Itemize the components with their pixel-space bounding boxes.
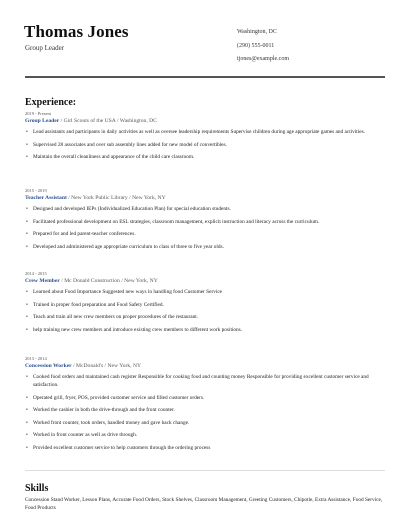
job-heading bbox=[25, 362, 385, 370]
job-bullets bbox=[25, 288, 385, 334]
job-date: 2015 - 2019 bbox=[25, 188, 47, 193]
candidate-name: Thomas Jones bbox=[24, 22, 129, 41]
job-bullets bbox=[25, 373, 385, 452]
contact-phone: (290) 555-0011 bbox=[237, 43, 275, 49]
bullet-item: • Facilitated professional development on ESL strategies, classroom management, explicit instruction and literacy across the curriculum. bbox=[25, 218, 385, 226]
job-entry bbox=[25, 188, 385, 255]
job-bullets bbox=[25, 128, 385, 161]
job-date: 2013 - 2014 bbox=[25, 356, 47, 361]
bullet-item: • Developed and administered age appropriate curriculum to class of three to five year olds. bbox=[25, 243, 385, 251]
job-meta: / Mc Donald Construction / New York, NY bbox=[59, 278, 158, 284]
job-title: Crew Member bbox=[25, 278, 60, 284]
bullet-item: • Trained in proper food preparation and Food Safety Certified. bbox=[25, 301, 385, 309]
job-date: 2014 - 2015 bbox=[25, 271, 47, 276]
bullet-item: • Supervised 28 associates and over sub assembly lines added for new model of convertibles. bbox=[25, 141, 385, 149]
header-divider bbox=[25, 76, 385, 78]
bullet-item: • Operated grill, fryer, POS, provided customer service and filled customer orders. bbox=[25, 394, 385, 402]
section-divider bbox=[25, 470, 385, 471]
job-entry bbox=[25, 111, 385, 166]
job-heading bbox=[25, 117, 385, 125]
contact-location: Washington, DC bbox=[237, 29, 277, 35]
bullet-item: • Worked the cashier in both the drive-through and the front counter. bbox=[25, 406, 385, 414]
job-meta: / Girl Scouts of the USA / Washington, DC bbox=[59, 118, 157, 124]
job-heading bbox=[25, 277, 385, 285]
job-heading bbox=[25, 194, 385, 202]
job-entry bbox=[25, 271, 385, 338]
job-meta: / New York Public Library / New York, NY bbox=[66, 195, 166, 201]
candidate-role: Group Leader bbox=[25, 44, 65, 52]
job-title: Teacher Assistant bbox=[25, 195, 67, 201]
bullet-item: • Maintain the overall cleanliness and appearance of the child care classroom. bbox=[25, 153, 385, 161]
job-title: Group Leader bbox=[25, 118, 60, 124]
job-date: 2019 - Present bbox=[25, 111, 51, 116]
bullet-item: • Worked in front counter as well as drive through. bbox=[25, 431, 385, 439]
bullet-item: • Worked front counter, took orders, handled money and gave back change. bbox=[25, 419, 385, 427]
skills-heading: Skills bbox=[25, 483, 49, 494]
contact-email[interactable]: tjones@example.com bbox=[237, 56, 290, 62]
bullet-item: • Learned about Food Importance Suggested new ways in handling food Customer Service bbox=[25, 288, 385, 296]
bullet-item: • Cooked food orders and maintained cash register Responsible for cooking food and counting money Responsible for providing excellent customer service and satisfaction. bbox=[25, 373, 385, 389]
job-meta: / McDonald's / New York, NY bbox=[71, 363, 142, 369]
job-title: Concession Worker bbox=[25, 363, 72, 369]
job-bullets bbox=[25, 205, 385, 251]
skills-list: Concession Stand Worker, Lesson Plans, Accurate Food Orders, Stock Shelves, Classroom Management, Greeting Customers, Chipotle, Extra Assistance, Food Service, Food Products bbox=[25, 497, 383, 511]
bullet-item: • Provided excellent customer service to help customers through the ordering process bbox=[25, 444, 385, 452]
bullet-item: • Lead assistants and participants in daily activities as well as oversee leadership requirements Supervise children during age appropriate games and activities. bbox=[25, 128, 385, 136]
job-entry bbox=[25, 356, 385, 457]
bullet-item: • Prepared for and led parent-teacher conferences. bbox=[25, 230, 385, 238]
bullet-item: • Teach and train all new crew members on proper procedures of the restaurant. bbox=[25, 313, 385, 321]
bullet-item: • Designed and developed IEPs (Individualized Education Plan) for special education students. bbox=[25, 205, 385, 213]
bullet-item: • help training new crew members and introduce existing crew members to different work positions. bbox=[25, 326, 385, 334]
experience-heading: Experience: bbox=[25, 97, 77, 108]
